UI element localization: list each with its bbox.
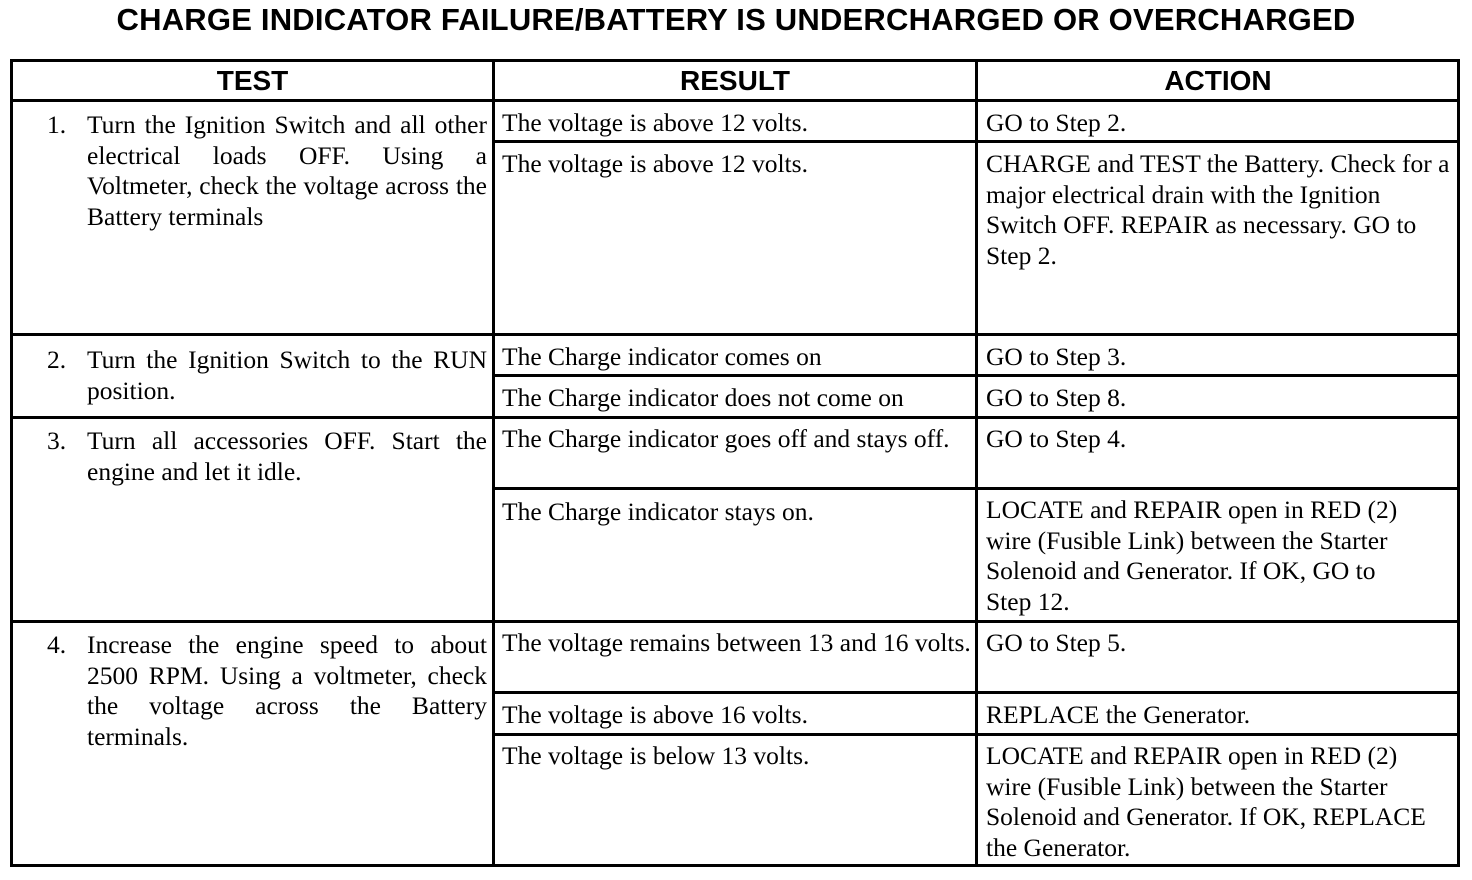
- result-cell: The Charge indicator stays on.: [502, 497, 814, 526]
- action-cell: LOCATE and REPAIR open in RED (2) wire (Fusible Link) between the Starter Solenoid and Generator. If OK, GO to Step 12.: [986, 495, 1398, 616]
- result-cell: The voltage remains between 13 and 16 volts.: [502, 628, 971, 657]
- header-action: ACTION: [1164, 65, 1272, 96]
- step-number: 3.: [47, 426, 67, 455]
- result-cell: The voltage is above 12 volts.: [502, 108, 808, 137]
- step-number: 1.: [47, 110, 67, 139]
- page-title: CHARGE INDICATOR FAILURE/BATTERY IS UNDERCHARGED OR OVERCHARGED: [116, 2, 1356, 37]
- header-test: TEST: [216, 65, 289, 96]
- header-result: RESULT: [680, 65, 790, 96]
- row-divider: [13, 416, 1457, 419]
- test-step-1: Turn the Ignition Switch and all other electrical loads OFF. Using a Voltmeter, check the voltage across the Battery terminals: [87, 110, 487, 231]
- column-divider: [975, 62, 978, 864]
- action-cell: LOCATE and REPAIR open in RED (2) wire (Fusible Link) between the Starter Solenoid and Generator. If OK, REPLACE the Generator.: [986, 741, 1426, 862]
- sub-row-divider: [495, 140, 1457, 143]
- diagnostic-table: [10, 59, 1460, 867]
- action-cell: GO to Step 8.: [986, 383, 1127, 412]
- result-cell: The voltage is above 16 volts.: [502, 700, 808, 729]
- step-number: 4.: [47, 630, 67, 659]
- action-cell: GO to Step 4.: [986, 424, 1127, 453]
- action-cell: GO to Step 3.: [986, 342, 1127, 371]
- sub-row-divider: [495, 733, 1457, 736]
- result-cell: The Charge indicator comes on: [502, 342, 822, 371]
- action-cell: GO to Step 5.: [986, 628, 1127, 657]
- result-cell: The Charge indicator goes off and stays off.: [502, 424, 950, 453]
- sub-row-divider: [495, 374, 1457, 377]
- test-step-2: Turn the Ignition Switch to the RUN position.: [87, 345, 487, 405]
- result-cell: The Charge indicator does not come on: [502, 383, 904, 412]
- action-cell: GO to Step 2.: [986, 108, 1127, 137]
- result-cell: The voltage is below 13 volts.: [502, 741, 810, 770]
- step-number: 2.: [47, 345, 67, 374]
- row-divider: [13, 620, 1457, 623]
- action-cell: REPLACE the Generator.: [986, 700, 1251, 729]
- row-divider: [13, 333, 1457, 336]
- column-divider: [492, 62, 495, 864]
- result-cell: The voltage is above 12 volts.: [502, 149, 808, 178]
- test-step-4: Increase the engine speed to about 2500 RPM. Using a voltmeter, check the voltage across the Battery terminals.: [87, 630, 487, 751]
- action-cell: CHARGE and TEST the Battery. Check for a major electrical drain with the Ignition Switch OFF. REPAIR as necessary. GO to Step 2.: [986, 149, 1450, 270]
- sub-row-divider: [495, 487, 1457, 490]
- test-step-3: Turn all accessories OFF. Start the engine and let it idle.: [87, 426, 487, 486]
- sub-row-divider: [495, 691, 1457, 694]
- header-divider: [13, 99, 1457, 102]
